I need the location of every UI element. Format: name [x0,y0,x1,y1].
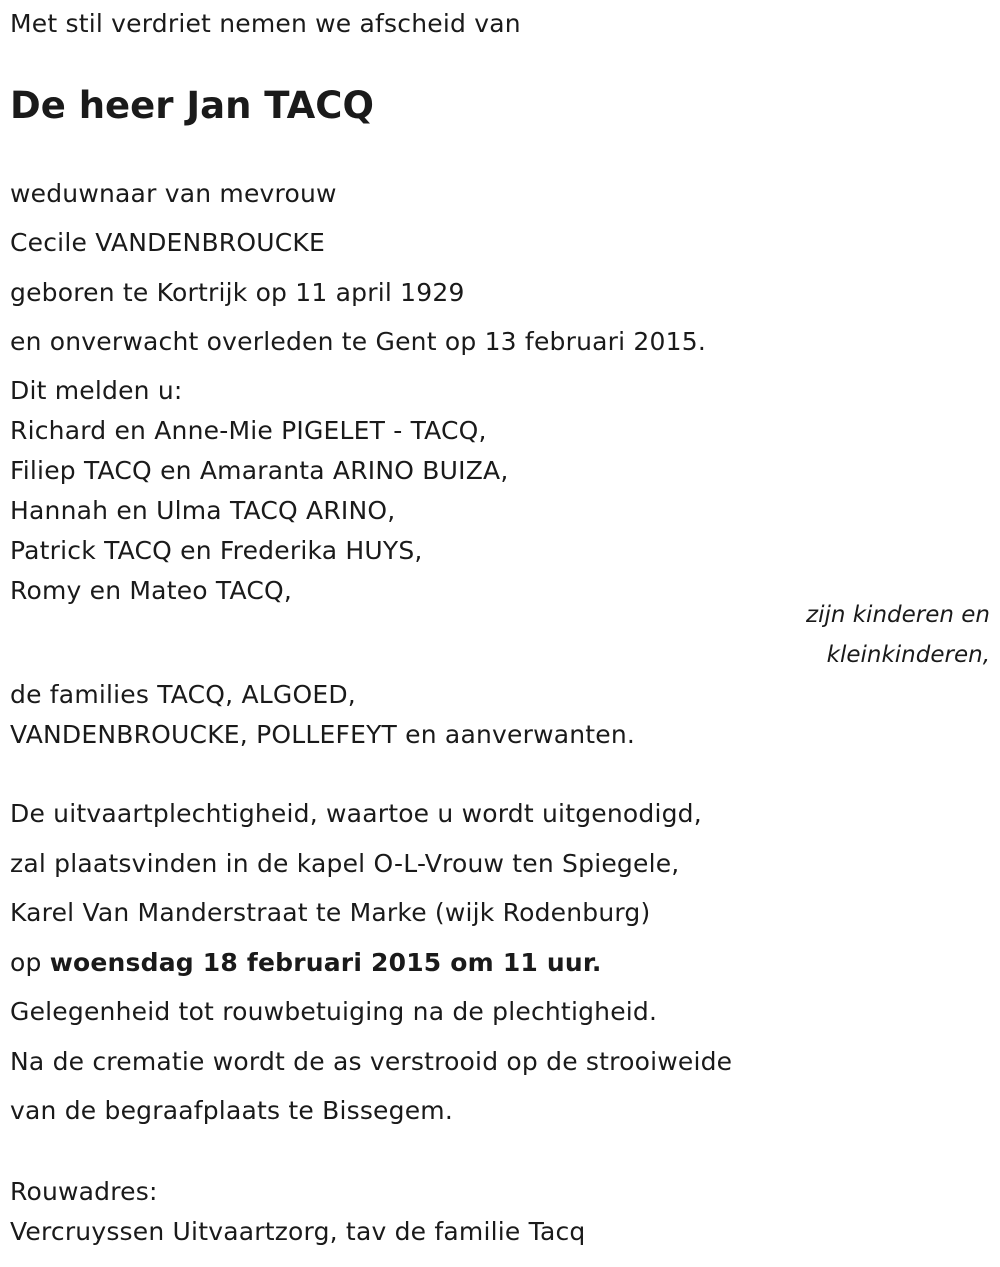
family-member-line: Filiep TACQ en Amaranta ARINO BUIZA, [10,456,509,485]
spouse-name: Cecile VANDENBROUCKE [10,228,325,257]
birth-line: geboren te Kortrijk op 11 april 1929 [10,278,465,307]
ceremony-line: Gelegenheid tot rouwbetuiging na de plechtigheid. [10,997,658,1026]
families-line: de families TACQ, ALGOED, [10,680,356,709]
family-member-line: Hannah en Ulma TACQ ARINO, [10,496,396,525]
deceased-name: De heer Jan TACQ [10,84,374,127]
ceremony-line: Karel Van Manderstraat te Marke (wijk Rodenburg) [10,898,651,927]
family-member-line: Patrick TACQ en Frederika HUYS, [10,536,423,565]
family-member-line: Romy en Mateo TACQ, [10,576,292,605]
family-member-line: Richard en Anne-Mie PIGELET - TACQ, [10,416,487,445]
ceremony-line: zal plaatsvinden in de kapel O-L-Vrouw ten Spiegele, [10,849,680,878]
address-label: Rouwadres: [10,1177,158,1206]
ceremony-line: Na de crematie wordt de as verstrooid op de strooiweide [10,1047,733,1076]
widower-line: weduwnaar van mevrouw [10,179,337,208]
ceremony-date-prefix: op [10,948,50,977]
intro-text: Met stil verdriet nemen we afscheid van [10,9,521,38]
relation-line: kleinkinderen, [826,642,990,668]
relation-line: zijn kinderen en [806,602,990,628]
ceremony-date-line [10,947,602,979]
ceremony-date: woensdag 18 februari 2015 om 11 uur. [49,948,602,977]
announced-by-label: Dit melden u: [10,376,183,405]
death-line: en onverwacht overleden te Gent op 13 februari 2015. [10,327,706,356]
ceremony-line: van de begraafplaats te Bissegem. [10,1096,453,1125]
address-value: Vercruyssen Uitvaartzorg, tav de familie Tacq [10,1217,586,1246]
ceremony-line: De uitvaartplechtigheid, waartoe u wordt uitgenodigd, [10,799,702,828]
families-line: VANDENBROUCKE, POLLEFEYT en aanverwanten. [10,720,636,749]
